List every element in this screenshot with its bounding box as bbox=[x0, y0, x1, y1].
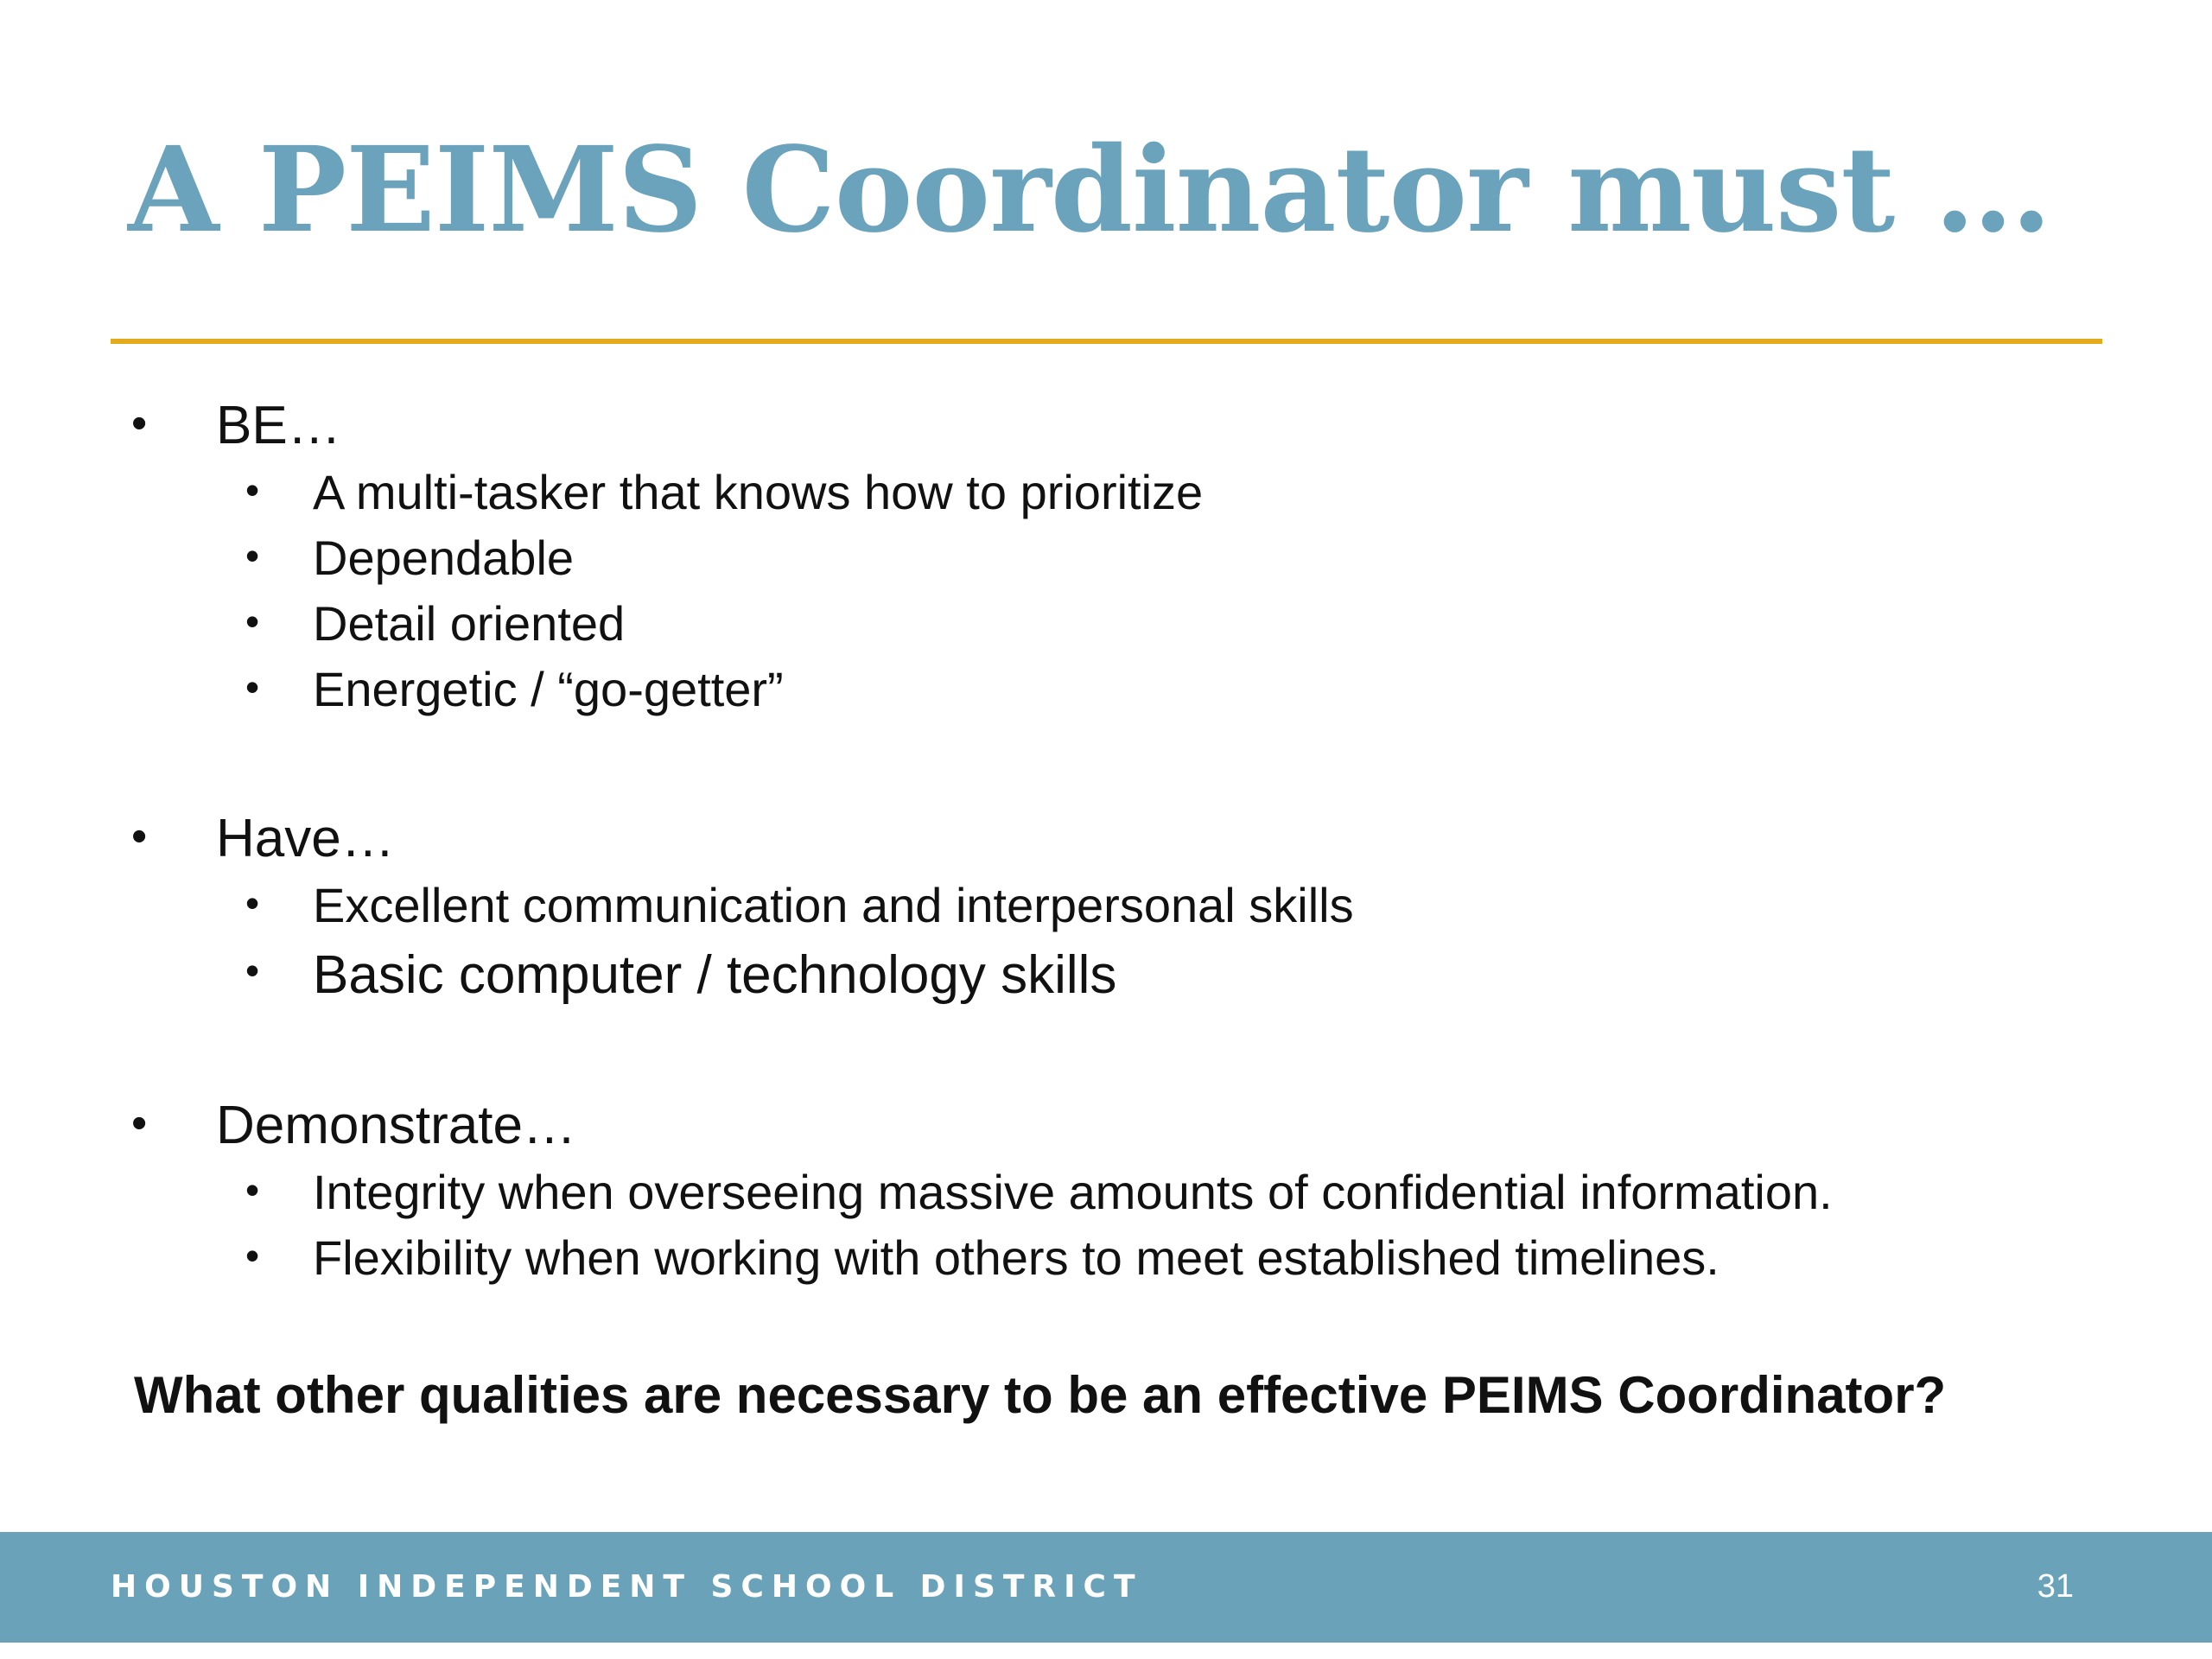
footer-bar bbox=[0, 1532, 2212, 1643]
section-heading-demonstrate bbox=[131, 1096, 576, 1155]
list-item-label: Flexibility when working with others to meet established timelines. bbox=[313, 1230, 1719, 1285]
section-heading-label: Demonstrate… bbox=[216, 1096, 576, 1155]
list-item bbox=[245, 1165, 1833, 1219]
organization-name: HOUSTON INDEPENDENT SCHOOL DISTRICT bbox=[111, 1569, 1143, 1605]
list-item bbox=[245, 465, 1204, 519]
bullet-icon: • bbox=[245, 948, 260, 993]
section-heading-label: BE… bbox=[216, 396, 341, 455]
bullet-icon: • bbox=[245, 599, 260, 644]
list-item-label: Detail oriented bbox=[313, 596, 626, 651]
list-item bbox=[245, 596, 626, 651]
bullet-icon: • bbox=[245, 1167, 260, 1212]
list-item-label: A multi-tasker that knows how to prioritize bbox=[313, 465, 1204, 519]
list-item-label: Excellent communication and interpersonal skills bbox=[313, 878, 1354, 932]
list-item bbox=[245, 945, 1117, 1005]
section-heading-have bbox=[131, 809, 395, 868]
section-heading-label: Have… bbox=[216, 809, 395, 868]
bullet-icon: • bbox=[245, 880, 260, 925]
list-item-label: Integrity when overseeing massive amounts of confidential information. bbox=[313, 1165, 1833, 1219]
page-number: 31 bbox=[2037, 1568, 2074, 1605]
section-heading-be bbox=[131, 396, 341, 455]
list-item bbox=[245, 531, 575, 585]
list-item bbox=[245, 1230, 1719, 1285]
discussion-question: What other qualities are necessary to be an effective PEIMS Coordinator? bbox=[134, 1366, 1947, 1424]
list-item-label: Energetic / “go-getter” bbox=[313, 662, 784, 716]
slide-title: A PEIMS Coordinator must … bbox=[128, 121, 2051, 259]
bullet-icon: • bbox=[131, 1098, 148, 1148]
list-item bbox=[245, 878, 1354, 932]
list-item bbox=[245, 662, 784, 716]
bullet-icon: • bbox=[245, 1233, 260, 1278]
bullet-icon: • bbox=[131, 811, 148, 861]
bullet-icon: • bbox=[245, 467, 260, 512]
bullet-icon: • bbox=[245, 533, 260, 578]
list-item-label: Basic computer / technology skills bbox=[313, 945, 1117, 1005]
list-item-label: Dependable bbox=[313, 531, 575, 585]
bullet-icon: • bbox=[131, 398, 148, 448]
bullet-icon: • bbox=[245, 664, 260, 709]
